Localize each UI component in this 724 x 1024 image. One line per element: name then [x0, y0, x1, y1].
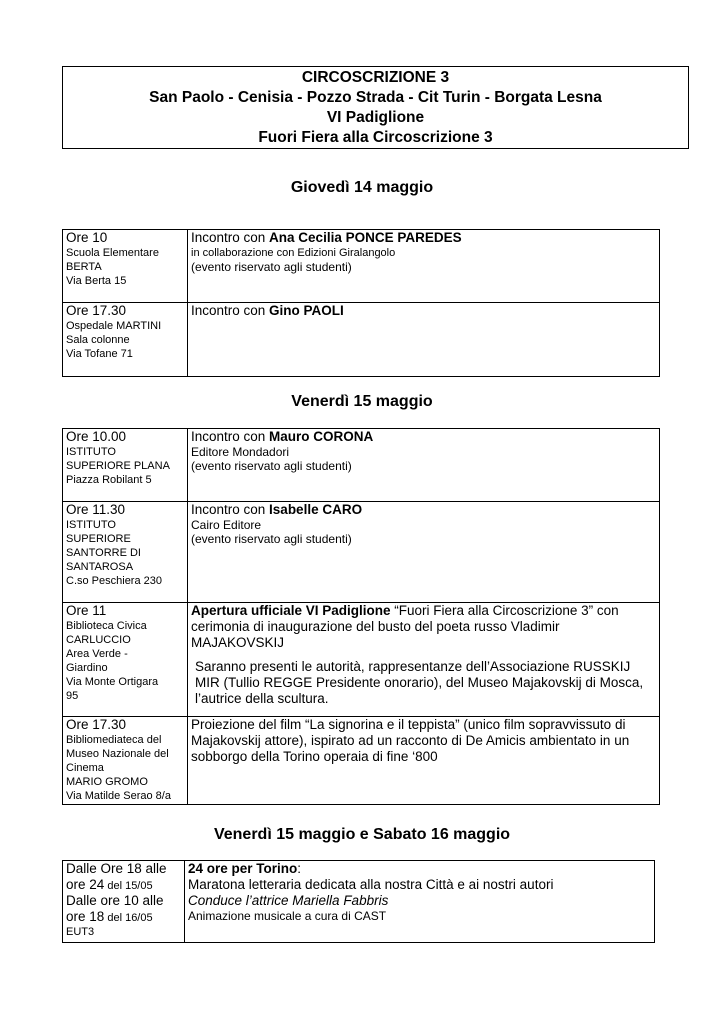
event-place: Via Matilde Serao 8/a	[66, 790, 171, 802]
event-place: Cinema	[66, 762, 104, 774]
event-place: CARLUCCIO	[66, 634, 131, 646]
event-guest: Mauro CORONA	[269, 429, 374, 444]
event-title: Apertura ufficiale VI Padiglione	[191, 603, 391, 618]
event-time: ore 18	[66, 909, 105, 924]
event-row	[63, 603, 660, 717]
event-prefix: Incontro con	[191, 502, 270, 517]
schedule-table-24-ore	[62, 860, 655, 943]
event-guests-note: Saranno presenti le autorità, rappresentanze dell’Associazione RUSSKIJ MIR (Tullio REGGE Presidente onorario), del Museo Majakovskij di Mosca, l’autrice della scultura.	[195, 659, 644, 706]
event-place: Via Tofane 71	[66, 348, 133, 360]
event-place: 95	[66, 690, 79, 702]
event-place: Via Berta 15	[66, 275, 127, 287]
event-note: (evento riservato agli studenti)	[191, 459, 352, 473]
event-publisher: Editore Mondadori	[191, 445, 290, 459]
event-place: SANTORRE DI	[66, 547, 141, 559]
event-description	[188, 230, 660, 303]
event-prefix: Incontro con	[191, 429, 270, 444]
event-place: SANTAROSA	[66, 561, 134, 573]
event-place: BERTA	[66, 261, 102, 273]
event-time: Ore 17.30	[66, 303, 127, 318]
event-prefix: Incontro con	[191, 230, 270, 245]
event-place: Giardino	[66, 662, 108, 674]
event-publisher: Cairo Editore	[191, 518, 262, 532]
event-time: ore 24	[66, 877, 105, 892]
event-place: Ospedale MARTINI	[66, 320, 162, 332]
event-note: (evento riservato agli studenti)	[191, 260, 352, 274]
event-row	[63, 861, 655, 943]
event-text: Maratona letteraria dedicata alla nostra Città e ai nostri autori	[188, 877, 554, 892]
event-music: Animazione musicale a cura di CAST	[188, 909, 387, 923]
event-description	[188, 502, 660, 603]
event-place: Museo Nazionale del	[66, 748, 169, 760]
event-time-place	[63, 717, 188, 805]
event-place: Sala colonne	[66, 334, 130, 346]
event-place: ISTITUTO	[66, 446, 116, 458]
event-description	[188, 717, 660, 805]
event-time-place	[63, 230, 188, 303]
event-place: SUPERIORE PLANA	[66, 460, 170, 472]
schedule-table-giovedi	[62, 229, 660, 377]
event-row	[63, 502, 660, 603]
event-place: Area Verde -	[66, 648, 128, 660]
header-quartieri: San Paolo - Cenisia - Pozzo Strada - Cit Turin - Borgata Lesna	[149, 89, 602, 106]
event-time-place	[63, 303, 188, 377]
event-host: Conduce l’attrice Mariella Fabbris	[188, 893, 389, 908]
event-title-colon: :	[297, 861, 302, 876]
event-time: Ore 10	[66, 230, 108, 245]
event-place: ISTITUTO	[66, 519, 116, 531]
event-place: EUT3	[66, 926, 95, 938]
day-heading-venerdi-sabato: Venerdì 15 maggio e Sabato 16 maggio	[213, 826, 511, 843]
event-place: Bibliomediateca del	[66, 734, 162, 746]
event-time-place	[63, 861, 185, 943]
event-text: Proiezione del film “La signorina e il teppista” (unico film sopravvissuto di Majakovskij attore), ispirato ad un racconto di De Amicis ambientato in un sobborgo della Torino operaia di fine ‘800	[191, 717, 630, 764]
event-place: Biblioteca Civica	[66, 620, 147, 632]
event-time: Dalle Ore 18 alle	[66, 861, 167, 876]
event-date: del 15/05	[104, 880, 153, 892]
event-time: Ore 17.30	[66, 717, 127, 732]
event-time-place	[63, 502, 188, 603]
event-text: “Fuori Fiera alla Circoscrizione 3” con cerimonia di inaugurazione del busto del poeta russo Vladimir MAJAKOVSKIJ	[191, 603, 619, 650]
event-description	[188, 303, 660, 377]
event-place: Scuola Elementare	[66, 247, 159, 259]
event-place: Via Monte Ortigara	[66, 676, 159, 688]
event-title: 24 ore per Torino	[188, 861, 298, 876]
event-place: C.so Peschiera 230	[66, 575, 162, 587]
event-date: del 16/05	[104, 912, 153, 924]
event-place: SUPERIORE	[66, 533, 131, 545]
schedule-table-venerdi	[62, 428, 660, 805]
event-guest: Isabelle CARO	[269, 502, 363, 517]
header-fuori-fiera: Fuori Fiera alla Circoscrizione 3	[258, 129, 493, 146]
header-padiglione: VI Padiglione	[326, 109, 425, 126]
event-row	[63, 230, 660, 303]
event-time: Ore 11.30	[66, 502, 126, 517]
event-publisher: in collaborazione con Edizioni Giralangolo	[191, 247, 396, 259]
event-time: Dalle ore 10 alle	[66, 893, 164, 908]
event-row	[63, 429, 660, 502]
event-place: MARIO GROMO	[66, 776, 148, 788]
event-description	[188, 603, 660, 717]
document-header	[62, 66, 689, 149]
event-description	[185, 861, 655, 943]
event-description	[188, 429, 660, 502]
event-time: Ore 11	[66, 603, 107, 618]
day-heading-venerdi: Venerdì 15 maggio	[291, 393, 433, 410]
event-row	[63, 717, 660, 805]
event-note: (evento riservato agli studenti)	[191, 532, 352, 546]
header-circoscrizione: CIRCOSCRIZIONE 3	[301, 69, 450, 86]
event-row	[63, 303, 660, 377]
day-heading-giovedi: Giovedì 14 maggio	[290, 179, 434, 196]
event-time-place	[63, 603, 188, 717]
event-guest: Gino PAOLI	[269, 303, 344, 318]
event-time: Ore 10.00	[66, 429, 127, 444]
event-prefix: Incontro con	[191, 303, 270, 318]
event-time-place	[63, 429, 188, 502]
event-place: Piazza Robilant 5	[66, 474, 152, 486]
event-guest: Ana Cecilia PONCE PAREDES	[269, 230, 462, 245]
